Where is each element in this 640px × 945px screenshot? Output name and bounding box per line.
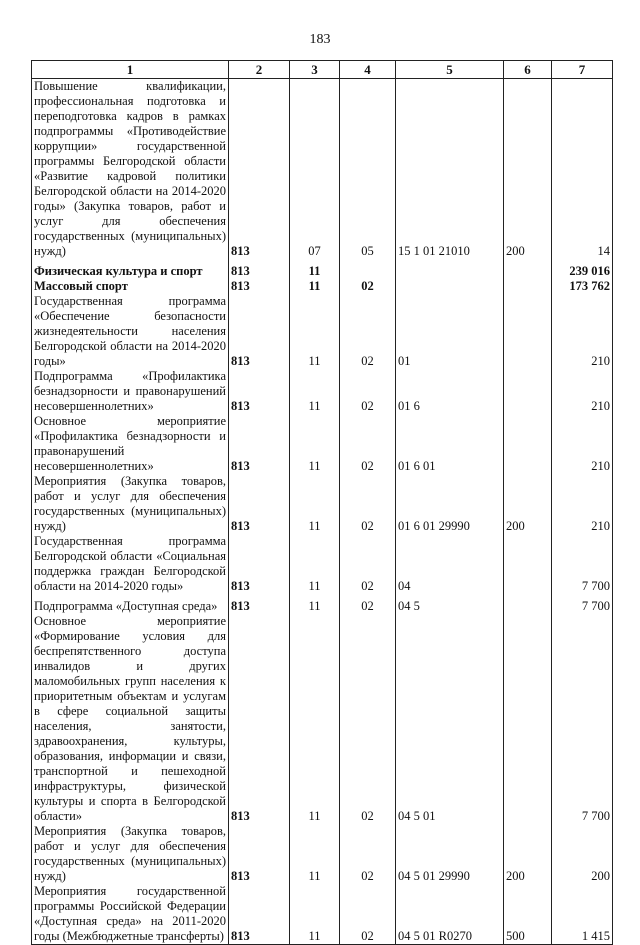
row-subsection <box>340 259 396 279</box>
column-header-4: 4 <box>340 61 396 79</box>
row-expense-type <box>504 534 552 594</box>
row-amount: 1 415 <box>552 884 613 945</box>
row-subsection: 02 <box>340 824 396 884</box>
row-amount: 14 <box>552 79 613 260</box>
row-name: Основное мероприятие «Формирование условия для беспрепятственного доступа инвалидов и других маломобильных групп населения к приоритетным объектам и услугам в сфере социальной защиты населения, занятости, здравоохранения, культуры, образования, информации и связи, транспортной и пешеходной инфраструктуры, физической культуры и спорта в Белгородской области» <box>32 614 229 824</box>
table-row <box>32 259 613 279</box>
table-body <box>32 79 613 945</box>
row-code: 813 <box>229 414 290 474</box>
row-amount: 7 700 <box>552 534 613 594</box>
row-name: Подпрограмма «Профилактика безнадзорности и правонарушений несовершеннолетних» <box>32 369 229 414</box>
table-row <box>32 824 613 884</box>
row-code: 813 <box>229 294 290 369</box>
row-section: 11 <box>290 369 340 414</box>
column-header-7: 7 <box>552 61 613 79</box>
row-code: 813 <box>229 474 290 534</box>
row-amount: 210 <box>552 474 613 534</box>
row-expense-type <box>504 369 552 414</box>
row-amount: 210 <box>552 369 613 414</box>
row-section: 11 <box>290 824 340 884</box>
row-code: 813 <box>229 614 290 824</box>
row-target-article: 01 6 01 <box>396 414 504 474</box>
row-name: Повышение квалификации, профессиональная подготовка и переподготовка кадров в рамках подпрограммы «Противодействие коррупции» государственной программы Белгородской области «Развитие кадровой политики Белгородской области на 2014-2020 годы» (Закупка товаров, работ и услуг для обеспечения государственных (муниципальных) нужд) <box>32 79 229 260</box>
row-expense-type <box>504 614 552 824</box>
budget-table <box>31 60 613 945</box>
row-code: 813 <box>229 884 290 945</box>
table-row <box>32 884 613 945</box>
table-row <box>32 294 613 369</box>
row-name: Мероприятия (Закупка товаров, работ и услуг для обеспечения государственных (муниципальных) нужд) <box>32 824 229 884</box>
row-target-article: 04 <box>396 534 504 594</box>
row-target-article <box>396 259 504 279</box>
row-expense-type <box>504 294 552 369</box>
table-row <box>32 594 613 614</box>
row-expense-type: 200 <box>504 824 552 884</box>
row-code: 813 <box>229 259 290 279</box>
row-target-article: 04 5 01 29990 <box>396 824 504 884</box>
row-name: Мероприятия государственной программы Российской Федерации «Доступная среда» на 2011-2020 годы (Межбюджетные трансферты) <box>32 884 229 945</box>
row-amount: 210 <box>552 294 613 369</box>
table-row <box>32 79 613 260</box>
row-target-article: 01 <box>396 294 504 369</box>
row-section: 07 <box>290 79 340 260</box>
row-name: Физическая культура и спорт <box>32 259 229 279</box>
row-subsection: 02 <box>340 294 396 369</box>
table-row <box>32 474 613 534</box>
row-amount: 7 700 <box>552 614 613 824</box>
row-expense-type: 200 <box>504 79 552 260</box>
row-section: 11 <box>290 294 340 369</box>
row-expense-type <box>504 259 552 279</box>
column-header-1: 1 <box>32 61 229 79</box>
row-section: 11 <box>290 614 340 824</box>
row-target-article: 04 5 01 <box>396 614 504 824</box>
row-target-article: 01 6 01 29990 <box>396 474 504 534</box>
row-target-article: 01 6 <box>396 369 504 414</box>
row-subsection: 02 <box>340 369 396 414</box>
table-row <box>32 279 613 294</box>
row-expense-type: 200 <box>504 474 552 534</box>
table-row <box>32 534 613 594</box>
row-name: Государственная программа Белгородской области «Социальная поддержка граждан Белгородской области на 2014-2020 годы» <box>32 534 229 594</box>
row-amount: 239 016 <box>552 259 613 279</box>
row-name: Мероприятия (Закупка товаров, работ и услуг для обеспечения государственных (муниципальных) нужд) <box>32 474 229 534</box>
row-expense-type <box>504 594 552 614</box>
row-expense-type: 500 <box>504 884 552 945</box>
row-name: Основное мероприятие «Профилактика безнадзорности и правонарушений несовершеннолетних» <box>32 414 229 474</box>
row-subsection: 02 <box>340 414 396 474</box>
row-section: 11 <box>290 414 340 474</box>
row-code: 813 <box>229 279 290 294</box>
row-code: 813 <box>229 824 290 884</box>
row-subsection: 02 <box>340 534 396 594</box>
column-header-2: 2 <box>229 61 290 79</box>
row-section: 11 <box>290 534 340 594</box>
row-amount: 210 <box>552 414 613 474</box>
row-amount: 173 762 <box>552 279 613 294</box>
row-name: Государственная программа «Обеспечение безопасности жизнедеятельности населения Белгородской области на 2014-2020 годы» <box>32 294 229 369</box>
column-header-6: 6 <box>504 61 552 79</box>
row-target-article: 04 5 01 R0270 <box>396 884 504 945</box>
row-subsection: 02 <box>340 279 396 294</box>
row-subsection: 02 <box>340 594 396 614</box>
row-section: 11 <box>290 259 340 279</box>
row-section: 11 <box>290 474 340 534</box>
row-expense-type <box>504 414 552 474</box>
column-header-5: 5 <box>396 61 504 79</box>
row-code: 813 <box>229 534 290 594</box>
row-name: Массовый спорт <box>32 279 229 294</box>
table-row <box>32 614 613 824</box>
column-header-3: 3 <box>290 61 340 79</box>
row-subsection: 02 <box>340 474 396 534</box>
row-section: 11 <box>290 279 340 294</box>
table-header-row <box>32 61 613 79</box>
row-code: 813 <box>229 594 290 614</box>
row-code: 813 <box>229 369 290 414</box>
row-section: 11 <box>290 594 340 614</box>
row-expense-type <box>504 279 552 294</box>
row-amount: 7 700 <box>552 594 613 614</box>
row-target-article <box>396 279 504 294</box>
row-code: 813 <box>229 79 290 260</box>
page-number: 183 <box>309 32 331 47</box>
table-row <box>32 369 613 414</box>
row-subsection: 02 <box>340 884 396 945</box>
row-subsection: 02 <box>340 614 396 824</box>
table-row <box>32 414 613 474</box>
row-amount: 200 <box>552 824 613 884</box>
row-name: Подпрограмма «Доступная среда» <box>32 594 229 614</box>
row-target-article: 04 5 <box>396 594 504 614</box>
row-section: 11 <box>290 884 340 945</box>
row-subsection: 05 <box>340 79 396 260</box>
row-target-article: 15 1 01 21010 <box>396 79 504 260</box>
